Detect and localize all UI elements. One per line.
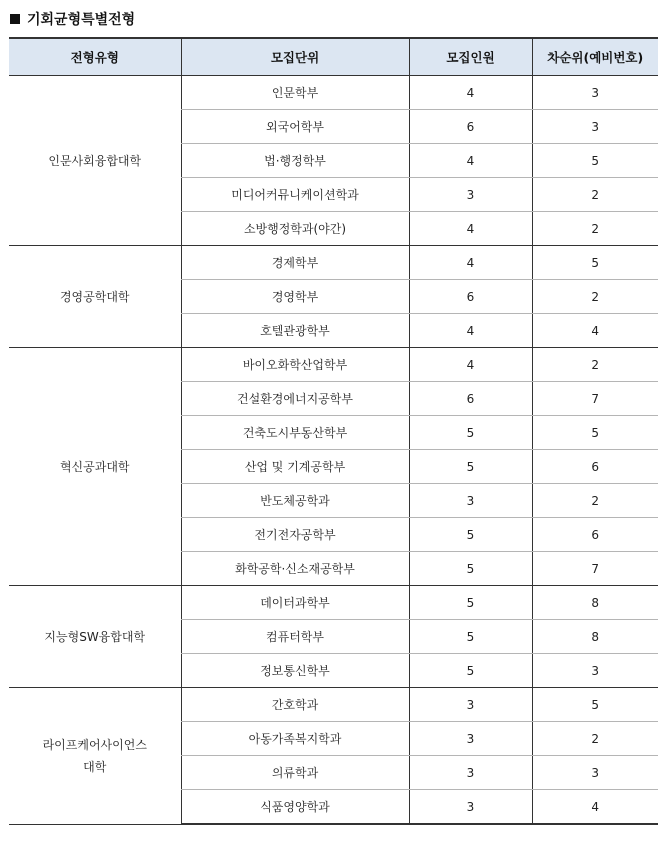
count-cell: 5 [409,654,532,688]
rank-cell: 5 [532,416,658,450]
count-cell: 3 [409,790,532,825]
count-cell: 4 [409,314,532,348]
unit-cell: 산업 및 기계공학부 [181,450,409,484]
unit-cell: 미디어커뮤니케이션학과 [181,178,409,212]
unit-cell: 정보통신학부 [181,654,409,688]
admissions-table [9,37,658,825]
table-row [9,76,658,110]
header-type: 전형유형 [9,38,181,76]
rank-cell: 5 [532,144,658,178]
rank-cell: 2 [532,722,658,756]
college-name: 라이프케어사이언스 대학 [42,737,147,774]
unit-cell: 경제학부 [181,246,409,280]
table-row [9,348,658,382]
count-cell: 6 [409,280,532,314]
college-name: 경영공학대학 [59,289,130,304]
unit-cell: 건설환경에너지공학부 [181,382,409,416]
count-cell: 5 [409,416,532,450]
unit-cell: 컴퓨터학부 [181,620,409,654]
title-text: 기회균형특별전형 [27,12,136,28]
college-name: 인문사회융합대학 [48,153,142,168]
unit-cell: 건축도시부동산학부 [181,416,409,450]
rank-cell: 3 [532,756,658,790]
rank-cell: 4 [532,314,658,348]
unit-cell: 화학공학·신소재공학부 [181,552,409,586]
header-unit: 모집단위 [181,38,409,76]
table-row [9,246,658,280]
rank-cell: 2 [532,212,658,246]
unit-cell: 소방행정학과(야간) [181,212,409,246]
rank-cell: 3 [532,110,658,144]
college-name: 지능형SW융합대학 [44,629,146,644]
count-cell: 5 [409,518,532,552]
rank-cell: 7 [532,382,658,416]
unit-cell: 간호학과 [181,688,409,722]
count-cell: 6 [409,110,532,144]
unit-cell: 인문학부 [181,76,409,110]
unit-cell: 의류학과 [181,756,409,790]
header-count: 모집인원 [409,38,532,76]
table-row [9,586,658,620]
table-row [9,688,658,722]
unit-cell: 경영학부 [181,280,409,314]
rank-cell: 2 [532,484,658,518]
count-cell: 4 [409,144,532,178]
count-cell: 5 [409,586,532,620]
college-cell [9,76,181,246]
count-cell: 4 [409,348,532,382]
unit-cell: 아동가족복지학과 [181,722,409,756]
table-body [9,76,658,825]
rank-cell: 2 [532,280,658,314]
unit-cell: 반도체공학과 [181,484,409,518]
unit-cell: 바이오화학산업학부 [181,348,409,382]
count-cell: 3 [409,484,532,518]
count-cell: 3 [409,756,532,790]
rank-cell: 3 [532,76,658,110]
count-cell: 5 [409,450,532,484]
count-cell: 3 [409,722,532,756]
count-cell: 3 [409,178,532,212]
count-cell: 4 [409,246,532,280]
rank-cell: 7 [532,552,658,586]
square-bullet-icon [10,14,20,24]
rank-cell: 2 [532,348,658,382]
page-title [10,9,135,29]
count-cell: 3 [409,688,532,722]
unit-cell: 호텔관광학부 [181,314,409,348]
rank-cell: 5 [532,246,658,280]
rank-cell: 4 [532,790,658,825]
header-rank: 차순위(예비번호) [532,38,658,76]
rank-cell: 8 [532,586,658,620]
unit-cell: 전기전자공학부 [181,518,409,552]
count-cell: 5 [409,552,532,586]
college-name: 혁신공과대학 [59,459,130,474]
rank-cell: 8 [532,620,658,654]
unit-cell: 법·행정학부 [181,144,409,178]
unit-cell: 식품영양학과 [181,790,409,825]
college-cell [9,586,181,688]
unit-cell: 외국어학부 [181,110,409,144]
rank-cell: 6 [532,450,658,484]
unit-cell: 데이터과학부 [181,586,409,620]
rank-cell: 2 [532,178,658,212]
rank-cell: 5 [532,688,658,722]
college-cell [9,348,181,586]
count-cell: 6 [409,382,532,416]
count-cell: 4 [409,76,532,110]
college-cell [9,688,181,825]
count-cell: 5 [409,620,532,654]
college-cell [9,246,181,348]
header-row [9,38,658,76]
rank-cell: 3 [532,654,658,688]
count-cell: 4 [409,212,532,246]
rank-cell: 6 [532,518,658,552]
